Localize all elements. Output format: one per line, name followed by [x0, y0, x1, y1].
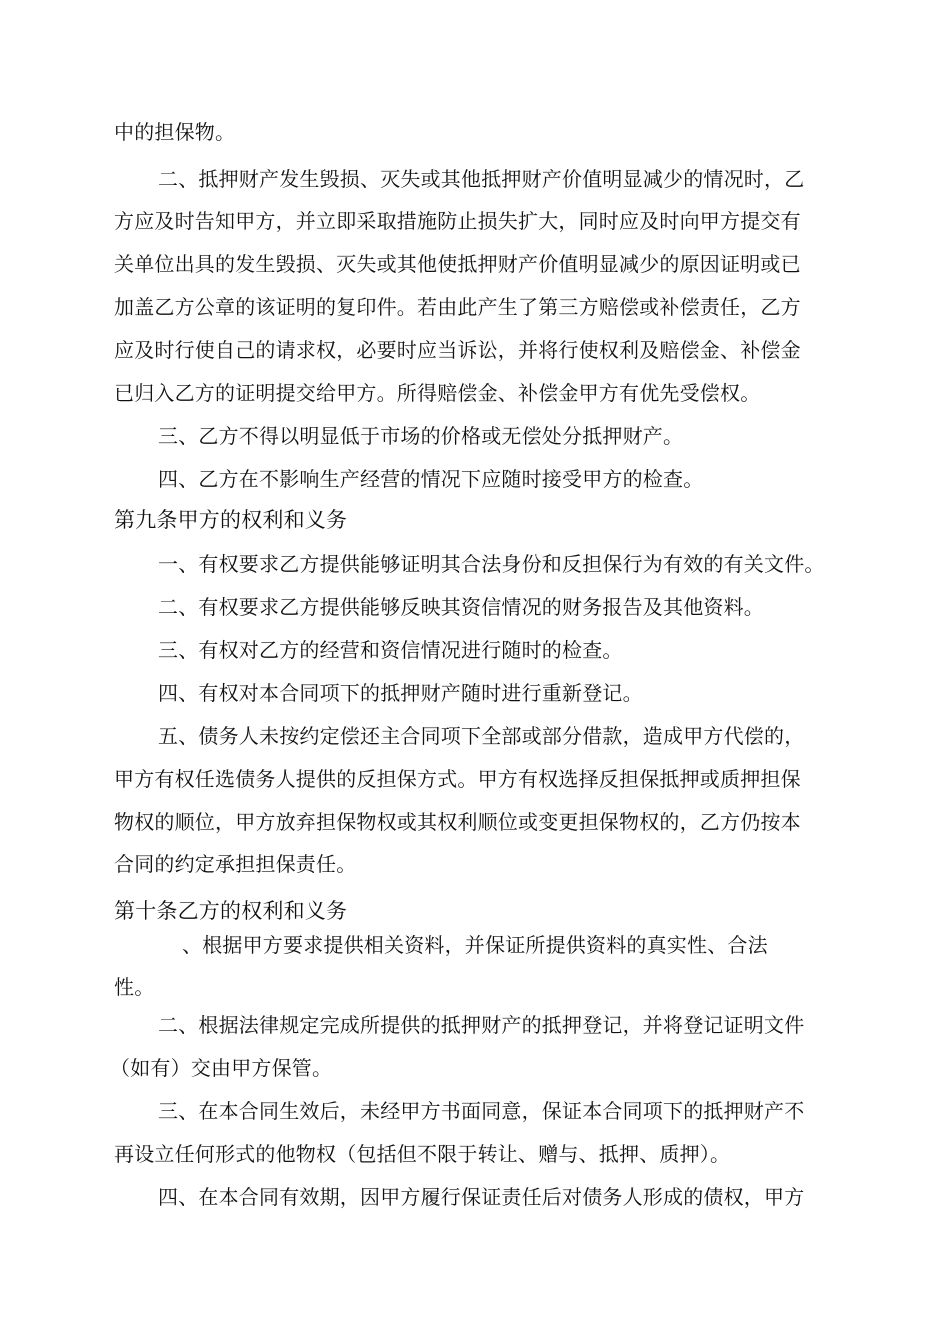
text-line: 已归入乙方的证明提交给甲方。所得赔偿金、补偿金甲方有优先受偿权。	[114, 381, 761, 405]
text-line: 四、在本合同有效期，因甲方履行保证责任后对债务人形成的债权，甲方	[158, 1185, 805, 1209]
text-line: 关单位出具的发生毁损、灭失或其他使抵押财产价值明显减少的原因证明或已	[114, 252, 801, 276]
text-line: 二、有权要求乙方提供能够反映其资信情况的财务报告及其他资料。	[158, 595, 764, 619]
text-line: 三、乙方不得以明显低于市场的价格或无偿处分抵押财产。	[158, 424, 684, 448]
text-line: 加盖乙方公章的该证明的复印件。若由此产生了第三方赔偿或补偿责任，乙方	[114, 295, 801, 319]
section-heading: 第九条甲方的权利和义务	[114, 508, 348, 532]
text-line: 二、根据法律规定完成所提供的抵押财产的抵押登记，并将登记证明文件	[158, 1013, 805, 1037]
text-line: 五、债务人未按约定偿还主合同项下全部或部分借款，造成甲方代偿的，	[158, 724, 805, 748]
text-line: 、根据甲方要求提供相关资料，并保证所提供资料的真实性、合法	[182, 933, 768, 957]
text-line: 合同的约定承担担保责任。	[114, 852, 357, 876]
text-line: 方应及时告知甲方，并立即采取措施防止损失扩大，同时应及时向甲方提交有	[114, 209, 801, 233]
text-line: 应及时行使自己的请求权，必要时应当诉讼，并将行使权利及赔偿金、补偿金	[114, 338, 801, 362]
text-line: 四、乙方在不影响生产经营的情况下应随时接受甲方的检查。	[158, 467, 704, 491]
section-heading: 第十条乙方的权利和义务	[114, 899, 348, 923]
text-line: 二、抵押财产发生毁损、灭失或其他抵押财产价值明显减少的情况时，乙	[158, 167, 805, 191]
text-line: 物权的顺位，甲方放弃担保物权或其权利顺位或变更担保物权的，乙方仍按本	[114, 810, 801, 834]
text-line: 三、有权对乙方的经营和资信情况进行随时的检查。	[158, 638, 623, 662]
text-line: 一、有权要求乙方提供能够证明其合法身份和反担保行为有效的有关文件。	[158, 552, 825, 576]
text-line: 四、有权对本合同项下的抵押财产随时进行重新登记。	[158, 681, 643, 705]
text-line: 性。	[114, 975, 155, 999]
text-line: 中的担保物。	[114, 120, 236, 144]
text-line: 再设立任何形式的他物权（包括但不限于转让、赠与、抵押、质押）。	[114, 1142, 731, 1166]
text-line: （如有）交由甲方保管。	[110, 1056, 333, 1080]
text-line: 三、在本合同生效后，未经甲方书面同意，保证本合同项下的抵押财产不	[158, 1099, 805, 1123]
text-line: 甲方有权任选债务人提供的反担保方式。甲方有权选择反担保抵押或质押担保	[114, 767, 801, 791]
